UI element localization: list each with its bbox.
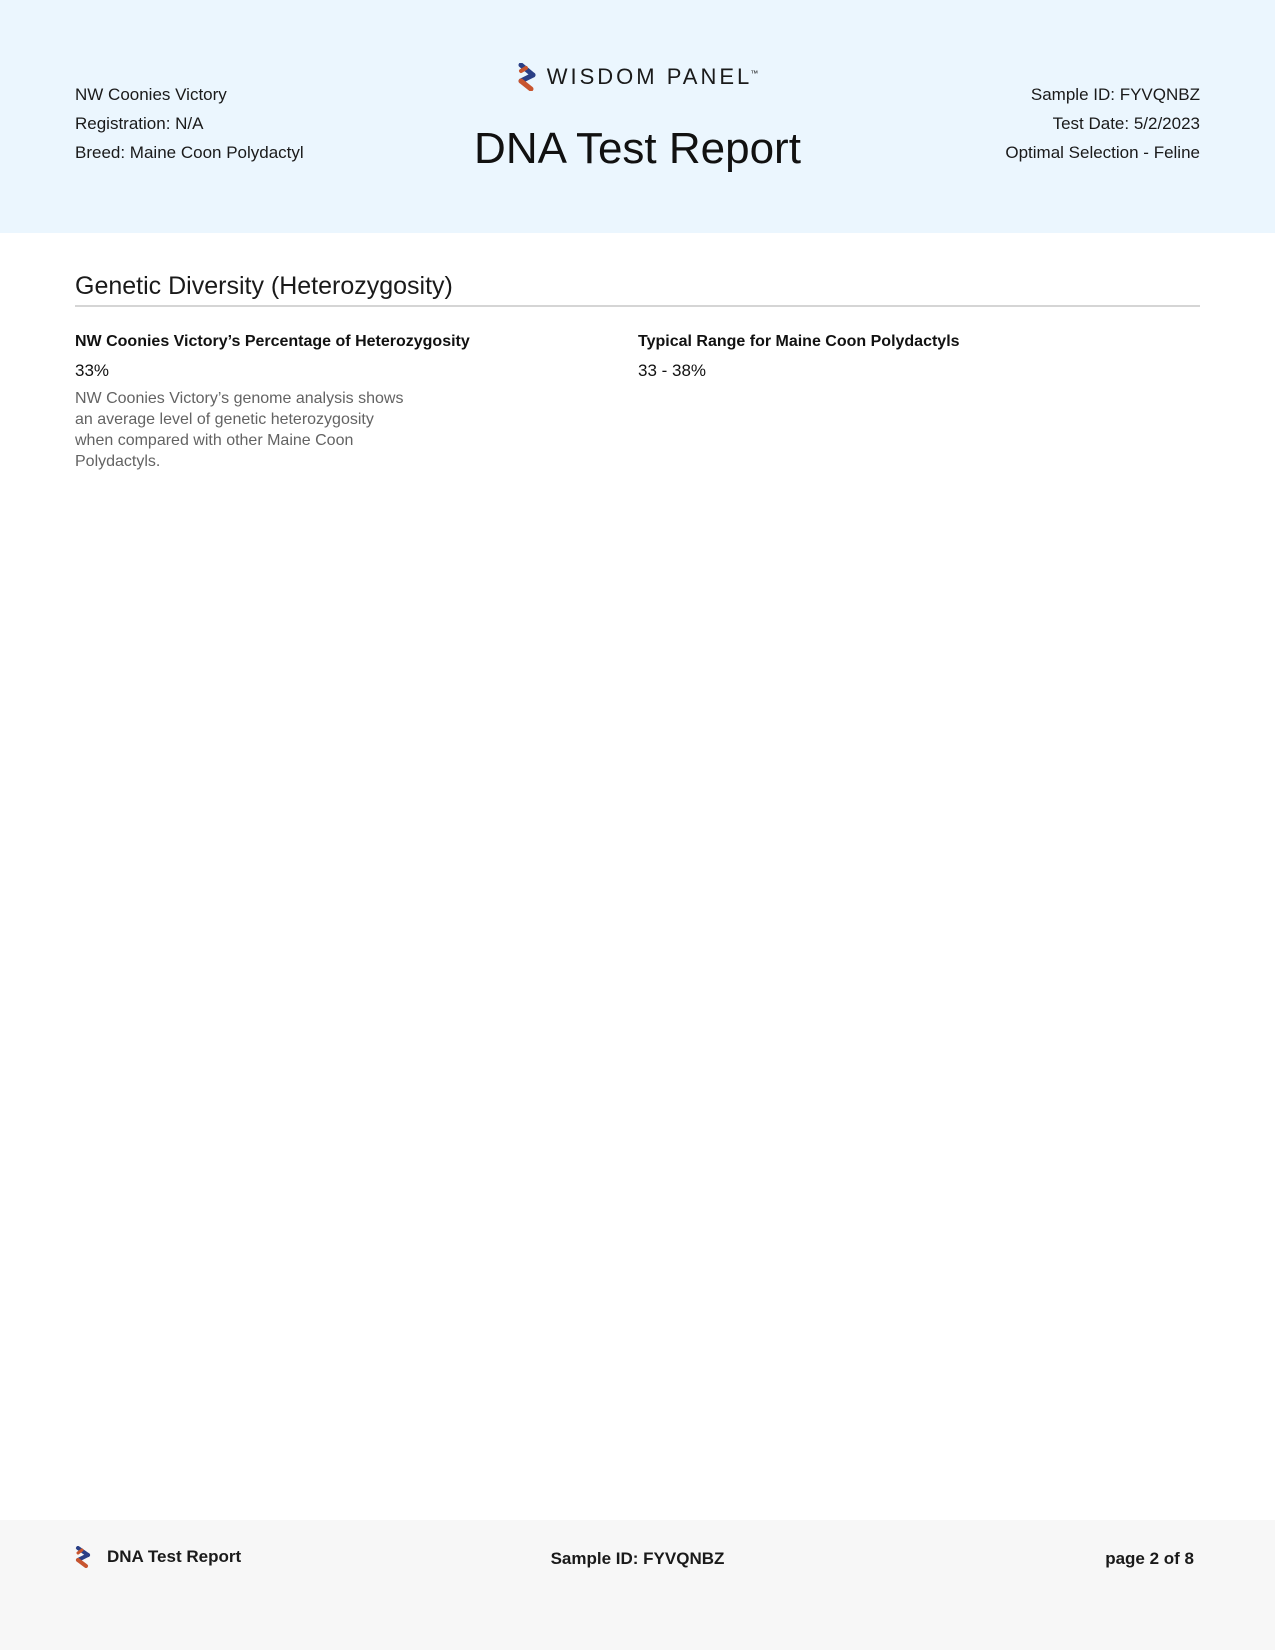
breed: Breed: Maine Coon Polydactyl (75, 143, 304, 162)
heterozygosity-result (75, 330, 595, 472)
sample-info (1005, 80, 1200, 167)
range-value: 33 - 38% (638, 361, 707, 380)
page-number: page 2 of 8 (1105, 1549, 1194, 1568)
section-title: Genetic Diversity (Heterozygosity) (75, 272, 453, 300)
test-date: Test Date: 5/2/2023 (1052, 114, 1200, 133)
test-type: Optimal Selection - Feline (1005, 143, 1200, 162)
sample-id: Sample ID: FYVQNBZ (1030, 85, 1200, 104)
footer-sample (0, 1549, 1275, 1569)
pet-name: NW Coonies Victory (75, 85, 227, 104)
logo-wordmark: WISDOM PANEL™ (546, 64, 759, 89)
range-heading: Typical Range for Maine Coon Polydactyls (638, 333, 960, 350)
result-description: NW Coonies Victory’s genome analysis shows an average level of genetic heterozygosity when compared with other Maine Coon Polydactyls. (75, 390, 404, 470)
footer-report-title: DNA Test Report (107, 1547, 242, 1566)
footer-sample-id: Sample ID: FYVQNBZ (550, 1549, 725, 1568)
footer-page (1105, 1549, 1194, 1569)
section-divider (75, 305, 1200, 307)
report-title: DNA Test Report (474, 124, 801, 173)
report-header (0, 0, 1275, 233)
result-value: 33% (75, 361, 110, 380)
registration: Registration: N/A (75, 114, 204, 133)
typical-range (638, 330, 1158, 383)
wisdom-panel-helix-icon (517, 63, 537, 91)
report-footer (0, 1520, 1275, 1650)
result-heading: NW Coonies Victory’s Percentage of Heterozygosity (75, 333, 470, 350)
